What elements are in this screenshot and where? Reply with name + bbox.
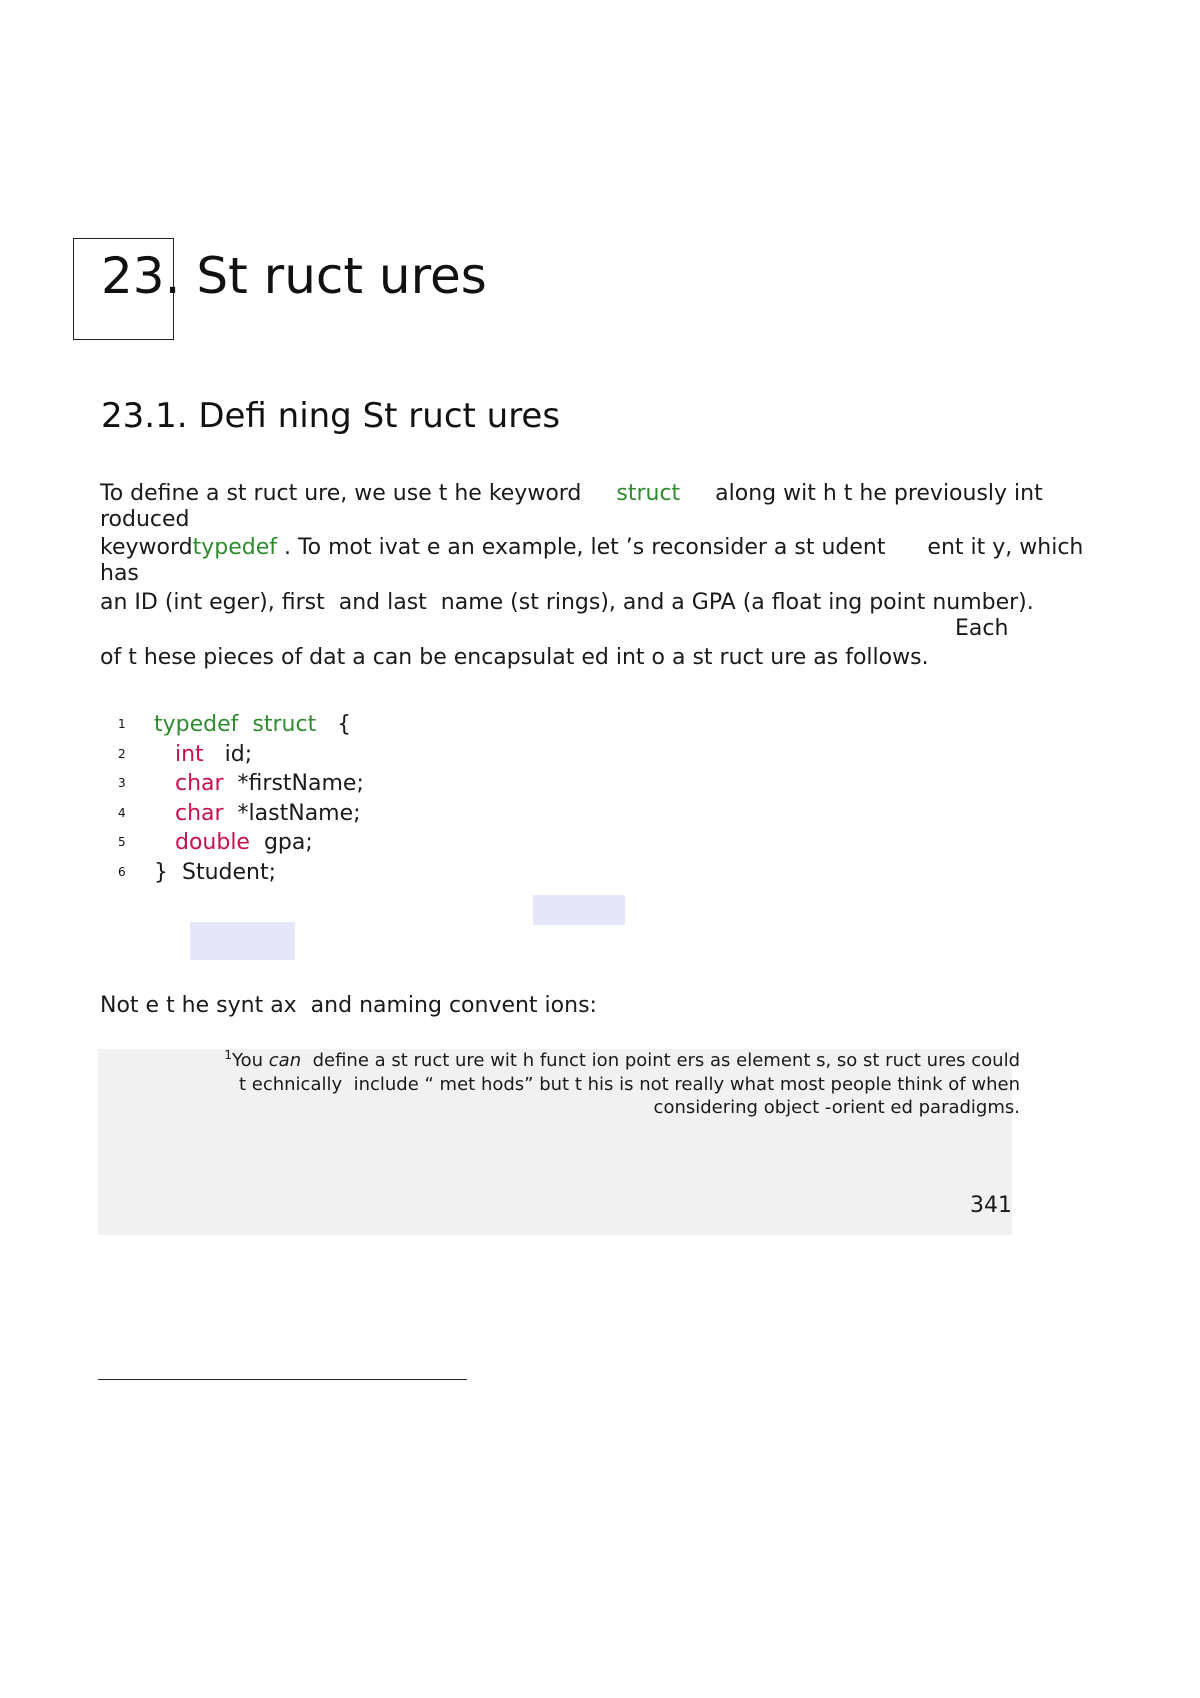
code-token: *lastName; — [223, 800, 361, 826]
code-token: } Student; — [154, 859, 276, 885]
code-token — [154, 801, 175, 826]
footnote-rule — [98, 1379, 467, 1380]
line-number: 5 — [118, 835, 126, 850]
intro-text: keyword — [100, 535, 193, 560]
code-keyword: typedef — [154, 712, 239, 737]
intro-line-7: of t hese pieces of dat a can be encapsulat ed int o a st ruct ure as follows. — [100, 645, 929, 670]
intro-text: . To mot ivat e an example, let ’s reconsider a st udent ent it y, which — [276, 535, 1084, 560]
code-token — [154, 771, 175, 796]
page-number: 341 — [970, 1193, 1012, 1218]
footnote-line-1: define a st ruct ure wit h funct ion point ers as element s, so st ruct ures could — [301, 1050, 1020, 1071]
intro-line-1 — [100, 481, 1110, 507]
code-token: { — [316, 712, 352, 737]
line-number: 3 — [118, 776, 126, 791]
line-number: 4 — [118, 805, 126, 820]
line-number: 1 — [118, 717, 126, 731]
highlight-box — [533, 895, 625, 925]
chapter-title: 23. St ruct ures — [101, 247, 487, 305]
code-type: char — [174, 771, 224, 797]
intro-line-2: roduced — [100, 507, 190, 532]
line-number: 6 — [118, 864, 126, 879]
code-type: char — [174, 800, 224, 826]
note-text: Not e t he synt ax and naming convent ions: — [100, 993, 597, 1018]
code-text — [154, 799, 361, 829]
inline-code-struct: struct — [616, 481, 681, 506]
intro-line-5: an ID (int eger), first and last name (st rings), and a GPA (a float ing point number). — [100, 590, 1034, 615]
footnote-line-2: t echnically include “ met hods” but t his is not really what most people think of when — [238, 1073, 1020, 1095]
code-text — [154, 858, 276, 888]
intro-line-6: Each — [955, 616, 1009, 641]
code-token — [238, 712, 252, 737]
intro-text: along wit h t he previously int — [680, 481, 1043, 506]
footnote-line-3: considering object -orient ed paradigms. — [653, 1097, 1020, 1118]
code-text — [154, 740, 252, 770]
code-type: double — [174, 830, 250, 856]
code-text — [154, 828, 313, 858]
footnote-marker: 1 — [224, 1048, 233, 1062]
code-text — [154, 769, 364, 799]
code-keyword: struct — [252, 712, 317, 737]
line-number: 2 — [118, 746, 126, 761]
code-type: int — [174, 741, 204, 767]
footnote-emphasis: can — [268, 1050, 302, 1071]
code-token: gpa; — [249, 830, 313, 856]
code-token: id; — [203, 741, 253, 767]
code-token — [154, 830, 175, 855]
code-token — [154, 742, 175, 767]
section-title: 23.1. Defi ning St ruct ures — [101, 396, 561, 436]
footnote-lead: You — [232, 1050, 269, 1071]
intro-line-4: has — [100, 561, 139, 586]
highlight-box — [190, 922, 295, 960]
code-token: *firstName; — [223, 771, 364, 797]
inline-code-typedef: typedef — [192, 535, 277, 560]
footnote-text — [183, 1044, 1020, 1120]
intro-text: To define a st ruct ure, we use t he keyword — [100, 481, 617, 506]
intro-line-3 — [100, 535, 1110, 561]
code-text — [154, 710, 351, 740]
